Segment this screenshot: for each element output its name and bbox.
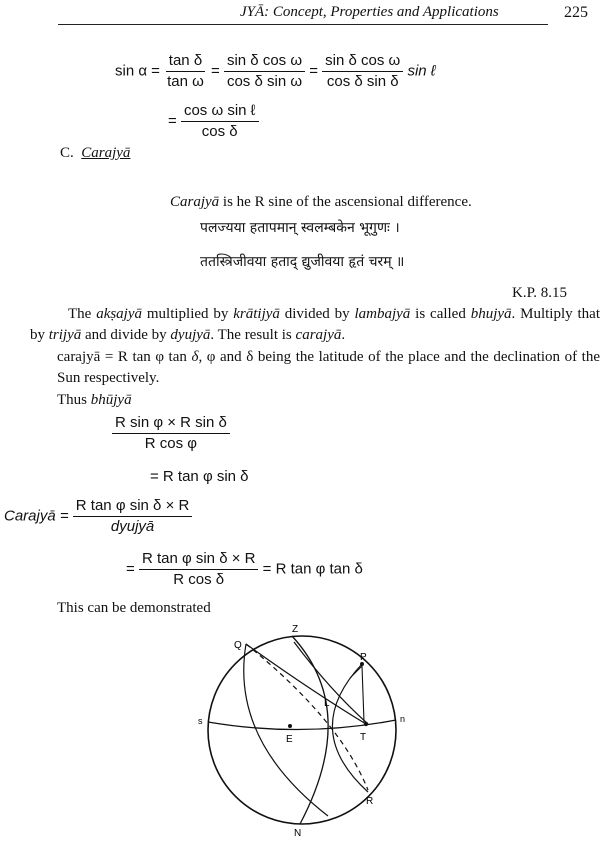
equation-carajya-result: = $\frac{\text{R tan φ sin δ × R}}{\text{R cos δ}}$ = R tan φ tan δ — [126, 550, 363, 588]
section-heading: C. Carajyā — [60, 145, 131, 161]
definition-line: Carajyā is he R sine of the ascensional difference. — [170, 194, 472, 210]
verse-line-2: ततस्त्रिजीवया हताद् द्युजीवया हृतं चरम् ॥ — [200, 254, 405, 270]
paragraph-bhujya: The akṣajyā multiplied by krātijyā divided by lambajyā is called bhujyā. Multiply that by trijyā and divide by dyujyā. The result is carajyā. — [30, 306, 600, 343]
label-q: Q — [234, 640, 242, 651]
source-reference: K.P. 8.15 — [512, 285, 568, 301]
equation-sin-alpha — [115, 52, 436, 91]
eq1-equals-c: = — [168, 112, 177, 130]
eq1-equals-b: = — [309, 62, 318, 80]
eq3-lhs: Carajyā = — [4, 507, 69, 525]
eq1-lhs: sin α = — [115, 62, 160, 80]
label-t: T — [360, 732, 367, 743]
eq1-tail: sin ℓ — [407, 62, 436, 80]
eq1-fraction-4: $\frac{\text{cos ω sin ℓ}}{\text{cos δ}}$ — [181, 102, 259, 141]
eq1-fraction-2: $\frac{\text{sin δ cos ω}}{\text{cos δ sin ω}}$ — [224, 52, 305, 91]
header-rule — [58, 24, 548, 25]
arc-q-t — [246, 644, 366, 724]
eq3-fraction-2: $\frac{\text{R tan φ sin δ × R}}{\text{R cos δ}}$ — [139, 550, 259, 589]
equation-sin-alpha-cont — [168, 102, 259, 141]
eq1-fraction-1: $\frac{\text{tan δ}}{\text{tan ω}}$ — [167, 52, 204, 90]
point-e — [288, 724, 292, 728]
label-e: E — [286, 734, 293, 745]
label-s: s — [198, 716, 203, 726]
eq1-fraction-3: $\frac{\text{sin δ cos ω}}{\text{cos δ sin δ}}$ — [322, 52, 403, 91]
section-title: Carajyā — [81, 145, 131, 161]
equation-bhujya — [112, 414, 230, 453]
line-p-l — [350, 666, 362, 678]
label-p: P — [360, 652, 367, 663]
eq2-fraction: $\frac{\text{R sin φ × R sin δ}}{\text{R cos φ}}$ — [112, 414, 230, 453]
label-r: R — [366, 796, 374, 807]
line-p-t — [362, 666, 364, 722]
eq3-fraction-1: $\frac{\text{R tan φ sin δ × R}}{\text{dyujyā}}$ — [73, 497, 193, 536]
demonstration-line: This can be demonstrated — [57, 600, 211, 616]
equation-carajya — [4, 497, 192, 536]
carajya-definition: carajyā = R tan φ tan δ, φ and δ being the latitude of the place and the declination of the Sun respectively. — [57, 349, 600, 386]
verse-line-1: पलज्यया हतापमान् स्वलम्बकेन भूगुणः । — [200, 220, 400, 236]
running-head: JYĀ: Concept, Properties and Applications — [240, 4, 499, 20]
label-l: L — [324, 698, 330, 709]
celestial-sphere-diagram — [190, 620, 440, 840]
label-n-nadir: N — [294, 828, 302, 839]
point-t — [364, 722, 368, 726]
label-n: n — [400, 714, 406, 724]
thus-line: Thus bhūjyā — [57, 392, 132, 408]
equation-bhujya-result: = R tan φ sin δ — [150, 468, 249, 485]
page-number: 225 — [564, 4, 588, 21]
equator-dashed — [246, 644, 368, 790]
label-z: Z — [292, 624, 299, 635]
eq1-equals-a: = — [211, 62, 220, 80]
